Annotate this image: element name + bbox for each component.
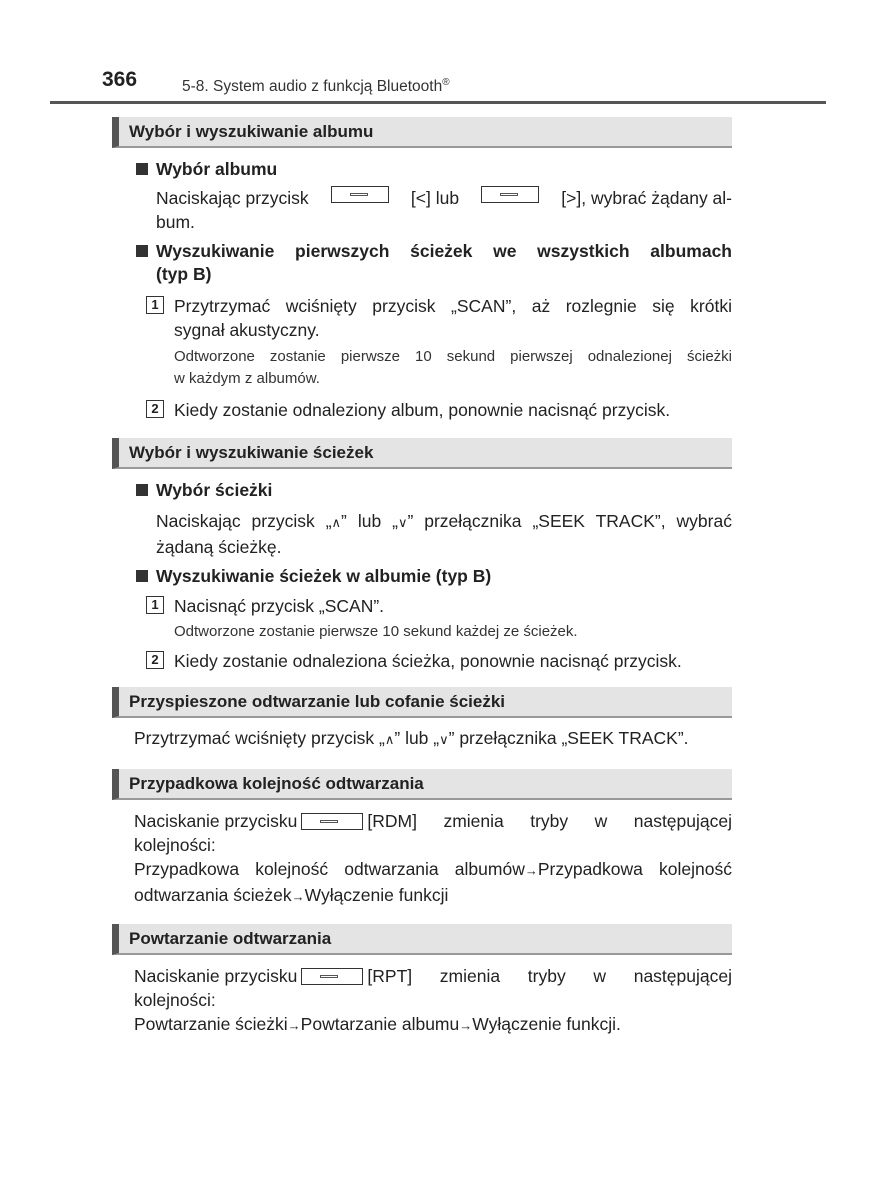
step-number-box: 2 bbox=[146, 400, 164, 418]
step-1-album-note: Odtworzone zostanie pierwsze 10 sekund pierwszej odnalezionej ścieżki w każdym z albumów. bbox=[174, 348, 732, 387]
arrow-right-icon: → bbox=[459, 1018, 473, 1033]
page-header bbox=[50, 68, 826, 104]
random-text: Naciskanie przycisku [RDM] zmienia tryby w następującej kolejności: Przypadkowa kolejność odtwarzania albumów→Przypadkowa kolejność odtwarzania ścieżek→Wyłączenie funkcji bbox=[134, 811, 732, 905]
seek-up-icon: ∧ bbox=[384, 732, 395, 747]
square-bullet-icon bbox=[136, 484, 148, 496]
square-bullet-icon bbox=[136, 163, 148, 175]
step-1-track-note: Odtworzone zostanie pierwsze 10 sekund każdej ze ścieżek. bbox=[174, 623, 578, 640]
section-title-album: Wybór i wyszukiwanie albumu bbox=[112, 117, 732, 148]
repeat-text: Naciskanie przycisku [RPT] zmienia tryby w następującej kolejności: Powtarzanie ścieżki→Powtarzanie albumu→Wyłączenie funkcji. bbox=[134, 966, 732, 1034]
section-title-random: Przypadkowa kolejność odtwarzania bbox=[112, 769, 732, 800]
section-title-repeat: Powtarzanie odtwarzania bbox=[112, 924, 732, 955]
header-rule bbox=[50, 101, 826, 104]
step-number-box: 2 bbox=[146, 651, 164, 669]
seek-up-icon: ∧ bbox=[331, 515, 342, 530]
select-track-text: Naciskając przycisk „∧” lub „∨” przełącznika „SEEK TRACK”, wybrać żądaną ścieżkę. bbox=[156, 511, 732, 557]
page-content bbox=[112, 117, 732, 1038]
subheading-search-tracks-in-album: Wyszukiwanie ścieżek w albumie (typ B) bbox=[112, 565, 732, 588]
arrow-right-icon: → bbox=[287, 1018, 301, 1033]
subheading-select-track: Wybór ścieżki bbox=[112, 479, 732, 502]
registered-mark: ® bbox=[442, 77, 450, 88]
button-icon bbox=[331, 186, 389, 203]
step-2-track-search: 2 Kiedy zostanie odnaleziona ścieżka, ponownie nacisnąć przycisk. bbox=[112, 649, 732, 673]
subheading-select-album: Wybór albumu bbox=[112, 158, 732, 181]
square-bullet-icon bbox=[136, 570, 148, 582]
select-album-text: Naciskając przycisk [<] lub [>], wybrać żądany al- bum. bbox=[156, 188, 732, 232]
button-icon bbox=[301, 813, 363, 830]
step-number-box: 1 bbox=[146, 596, 164, 614]
step-number-box: 1 bbox=[146, 296, 164, 314]
arrow-right-icon: → bbox=[291, 889, 305, 904]
step-1-album-search: 1 Przytrzymać wciśnięty przycisk „SCAN”, aż rozlegnie się krótki sygnał akustyczny. bbox=[112, 294, 732, 342]
button-icon bbox=[301, 968, 363, 985]
seek-down-icon: ∨ bbox=[397, 515, 408, 530]
subheading-search-first-tracks: Wyszukiwanie pierwszych ścieżek we wszystkich albumach (typ B) bbox=[112, 240, 732, 286]
button-icon bbox=[481, 186, 539, 203]
section-title-fast: Przyspieszone odtwarzanie lub cofanie ścieżki bbox=[112, 687, 732, 718]
section-title-track: Wybór i wyszukiwanie ścieżek bbox=[112, 438, 732, 469]
chapter-title: 5-8. System audio z funkcją Bluetooth® bbox=[182, 77, 450, 96]
step-2-album-search: 2 Kiedy zostanie odnaleziony album, ponownie nacisnąć przycisk. bbox=[112, 398, 732, 422]
square-bullet-icon bbox=[136, 245, 148, 257]
page-number: 366 bbox=[102, 68, 138, 91]
arrow-right-icon: → bbox=[524, 863, 538, 878]
fast-text: Przytrzymać wciśnięty przycisk „∧” lub „∨” przełącznika „SEEK TRACK”. bbox=[134, 728, 689, 748]
seek-down-icon: ∨ bbox=[439, 732, 449, 747]
step-1-track-search: 1 Nacisnąć przycisk „SCAN”. bbox=[112, 594, 732, 618]
